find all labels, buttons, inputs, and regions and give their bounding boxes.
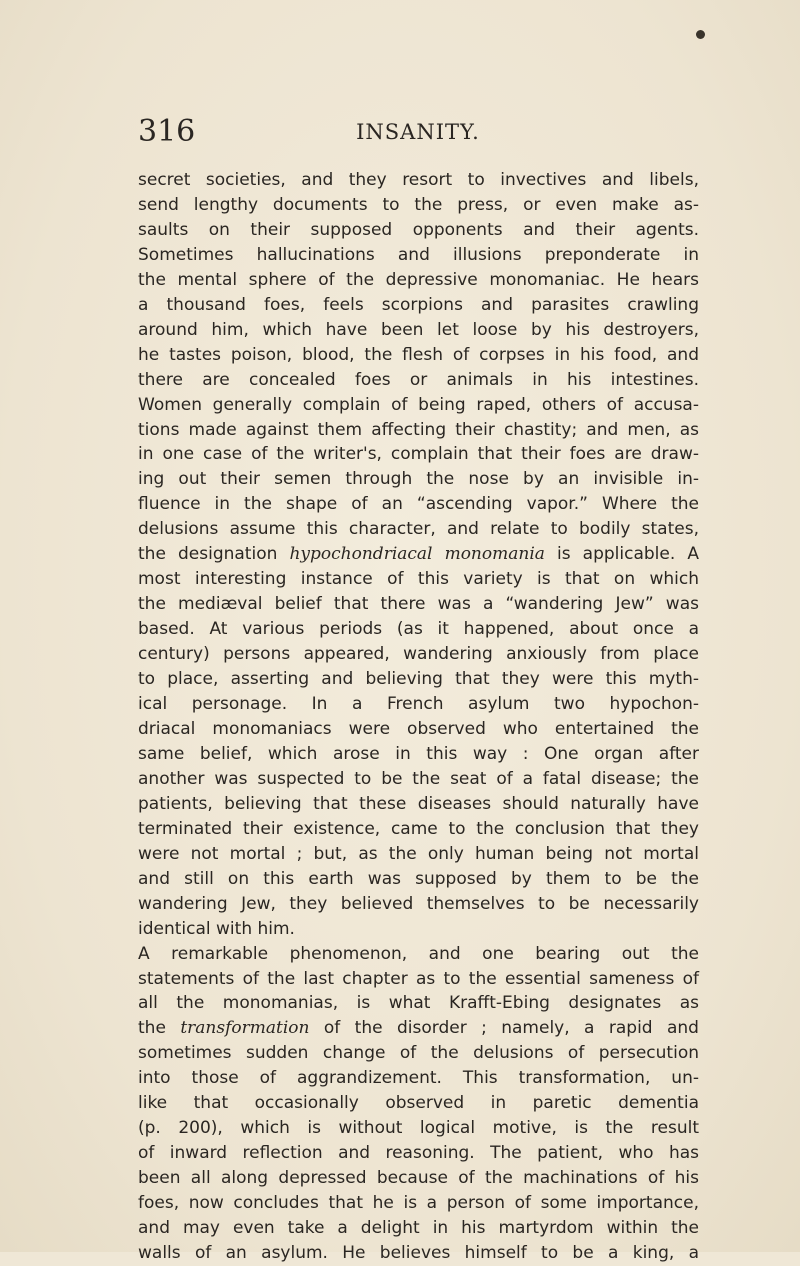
text-segment: the designation [138,544,290,565]
text-line [138,318,699,343]
text-line [138,592,699,617]
text-segment: of inward reflection and reasoning. The patient, who has [138,1143,699,1164]
text-segment: the mental sphere of the depressive monomaniac. He hears [138,269,699,290]
text-line [138,567,699,592]
text-line [138,1066,699,1091]
text-segment: into those of aggrandizement. This transformation, un- [138,1068,699,1089]
text-segment: statements of the last chapter as to the essential sameness of [138,968,699,989]
text-line [138,1141,699,1166]
text-segment: he tastes poison, blood, the flesh of corpses in his food, and [138,344,699,365]
text-segment: a thousand foes, feels scorpions and parasites crawling [138,294,699,315]
text-line [138,967,699,992]
text-segment: foes, now concludes that he is a person of some importance, [138,1193,699,1214]
text-line [138,442,699,467]
text-line [138,1166,699,1191]
text-line [138,368,699,393]
text-segment: Women generally complain of being raped, others of accusa- [138,394,699,415]
text-segment: tions made against them affecting their chastity; and men, as [138,419,699,440]
text-line [138,642,699,667]
text-line [138,467,699,492]
text-line [138,243,699,268]
text-line [138,991,699,1016]
text-segment: send lengthy documents to the press, or even make as- [138,194,699,215]
text-segment: been all along depressed because of the machinations of his [138,1168,699,1189]
text-segment: (p. 200), which is without logical motive, is the result [138,1118,699,1139]
text-segment: to place, asserting and believing that they were this myth- [138,669,699,690]
text-segment: fluence in the shape of an “ascending vapor.” Where the [138,494,699,515]
text-segment: identical with him. [138,918,295,939]
italic-term: transformation [180,1018,310,1039]
text-segment: all the monomanias, is what Krafft-Ebing designates as [138,993,699,1014]
text-segment: patients, believing that these diseases should naturally have [138,793,699,814]
text-segment: terminated their existence, came to the conclusion that they [138,818,699,839]
text-segment: secret societies, and they resort to invectives and libels, [138,170,699,190]
italic-term: hypochondriacal monomania [289,544,545,565]
text-line [138,542,699,567]
text-line [138,767,699,792]
text-line [138,917,699,942]
text-line [138,667,699,692]
text-segment: around him, which have been let loose by his destroyers, [138,319,699,340]
text-line [138,268,699,293]
text-segment: sometimes sudden change of the delusions of persecution [138,1043,699,1064]
text-segment: century) persons appeared, wandering anxiously from place [138,644,699,665]
text-line [138,867,699,892]
text-line [138,892,699,917]
text-line [138,1116,699,1141]
text-segment: saults on their supposed opponents and their agents. [138,219,699,240]
text-segment: ical personage. In a French asylum two hypochon- [138,694,699,715]
text-line [138,817,699,842]
text-segment: were not mortal ; but, as the only human being not mortal [138,843,699,864]
text-line [138,617,699,642]
text-line [138,842,699,867]
page-title: INSANITY. [356,120,480,144]
text-line [138,1016,699,1041]
text-line [138,517,699,542]
text-segment: of the disorder ; namely, a rapid and [309,1018,699,1039]
text-line [138,1091,699,1116]
text-segment: and may even take a delight in his martyrdom within the [138,1218,699,1239]
text-line [138,742,699,767]
text-line [138,168,699,193]
text-segment: and still on this earth was supposed by them to be the [138,868,699,889]
text-line [138,418,699,443]
text-segment: Sometimes hallucinations and illusions preponderate in [138,244,699,265]
text-segment: another was suspected to be the seat of a fatal disease; the [138,768,699,789]
text-segment: in one case of the writer's, complain that their foes are draw- [138,444,699,465]
ink-blemish [696,30,705,39]
body-text [138,168,699,1266]
text-segment: A remarkable phenomenon, and one bearing out the [138,943,699,964]
page-number: 316 [138,114,196,149]
text-line [138,692,699,717]
text-segment: ing out their semen through the nose by an invisible in- [138,469,699,490]
text-segment: same belief, which arose in this way : One organ after [138,743,699,764]
text-line [138,1041,699,1066]
text-segment: wandering Jew, they believed themselves to be necessarily [138,893,699,914]
text-line [138,293,699,318]
text-line [138,1241,699,1266]
text-line [138,393,699,418]
text-segment: most interesting instance of this variety is that on which [138,569,699,590]
text-segment: based. At various periods (as it happened, about once a [138,619,699,640]
text-segment: is applicable. A [544,544,699,565]
text-line [138,792,699,817]
text-segment: the [138,1018,181,1039]
text-line [138,343,699,368]
text-segment: delusions assume this character, and relate to bodily states, [138,519,699,540]
text-segment: driacal monomaniacs were observed who entertained the [138,718,699,739]
text-line [138,218,699,243]
text-segment: walls of an asylum. He believes himself to be a king, a [138,1242,699,1263]
text-line [138,193,699,218]
text-line [138,1191,699,1216]
text-segment: the mediæval belief that there was a “wandering Jew” was [138,594,699,615]
text-line [138,1216,699,1241]
text-segment: there are concealed foes or animals in his intestines. [138,369,699,390]
text-segment: like that occasionally observed in paretic dementia [138,1093,699,1114]
text-line [138,942,699,967]
running-head [138,112,698,152]
text-line [138,717,699,742]
text-line [138,492,699,517]
